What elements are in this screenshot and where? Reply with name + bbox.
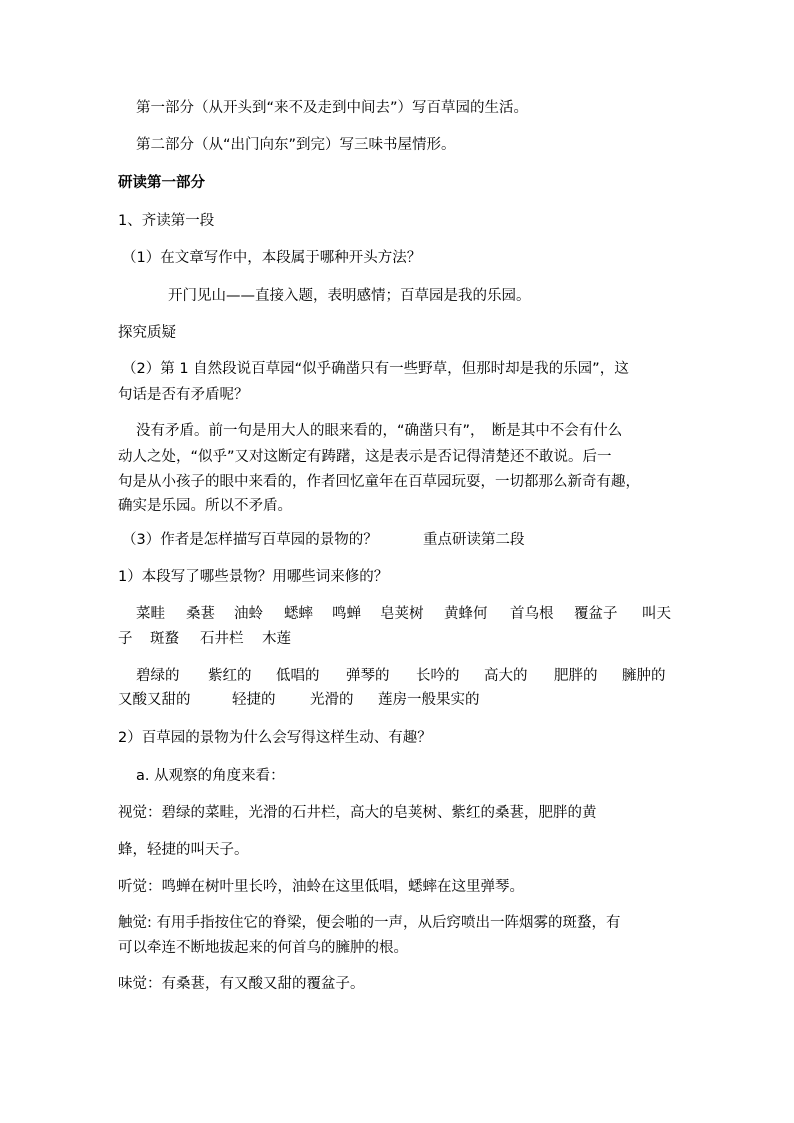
question-3-focus: 重点研读第二段 xyxy=(423,532,525,548)
modifier-item: 低唱的 xyxy=(276,668,320,684)
modifier-item: 轻捷的 xyxy=(232,692,276,708)
visual-line-1: 视觉：碧绿的菜畦，光滑的石井栏，高大的皂荚树、紫红的桑葚，肥胖的黄 xyxy=(118,805,597,821)
modifier-item: 臃肿的 xyxy=(622,668,666,684)
question-3: （3）作者是怎样描写百草园的景物的？ xyxy=(122,532,378,548)
tactile-line-2: 可以牵连不断地拔起来的何首乌的臃肿的根。 xyxy=(118,940,408,956)
part-one-summary: 第一部分（从开头到“来不及走到中间去”）写百草园的生活。 xyxy=(136,100,529,116)
modifier-item: 光滑的 xyxy=(310,692,354,708)
question-2-line-1: （2）第 1 自然段说百草园“似乎确凿只有一些野草，但那时却是我的乐园”，这 xyxy=(122,361,629,377)
scenery-item: 皂荚树 xyxy=(380,606,424,622)
scenery-list-row-2 xyxy=(118,627,688,651)
scenery-item: 叫天 xyxy=(642,606,671,622)
answer-2-line-4: 确实是乐园。所以不矛盾。 xyxy=(118,498,292,514)
answer-2-line-3: 句是从小孩子的眼中来看的，作者回忆童年在百草园玩耍，一切都那么新奇有趣， xyxy=(118,474,640,490)
modifier-list-row-2 xyxy=(118,688,688,712)
modifier-item: 高大的 xyxy=(484,668,528,684)
sub-question-2: 2）百草园的景物为什么会写得这样生动、有趣？ xyxy=(118,730,432,746)
scenery-list-row-1 xyxy=(118,602,688,626)
scenery-item: 子 xyxy=(118,631,133,647)
scenery-item: 鸣蝉 xyxy=(332,606,361,622)
answer-2-line-2: 动人之处，“似乎”又对这断定有踌躇，这是表示是否记得清楚还不敢说。后一 xyxy=(118,449,612,465)
sub-question-1: 1）本段写了哪些景物？用哪些词来修的？ xyxy=(118,569,389,585)
modifier-item: 长吟的 xyxy=(416,668,460,684)
taste-line: 味觉：有桑葚，有又酸又甜的覆盆子。 xyxy=(118,976,365,992)
scenery-item: 石井栏 xyxy=(200,631,244,647)
question-1: （1）在文章写作中，本段属于哪种开头方法？ xyxy=(122,250,422,266)
answer-1: 开门见山——直接入题，表明感情；百草园是我的乐园。 xyxy=(168,288,531,304)
scenery-item: 木莲 xyxy=(262,631,291,647)
visual-line-2: 蜂，轻捷的叫天子。 xyxy=(118,842,249,858)
part-two-summary: 第二部分（从“出门向东”到完）写三味书屋情形。 xyxy=(136,137,456,153)
scenery-item: 油蛉 xyxy=(234,606,263,622)
scenery-item: 菜畦 xyxy=(136,606,165,622)
modifier-item: 紫红的 xyxy=(208,668,252,684)
modifier-item: 又酸又甜的 xyxy=(118,692,191,708)
observation-heading: a. 从观察的角度来看： xyxy=(136,768,285,784)
modifier-list-row-1 xyxy=(118,664,688,688)
modifier-item: 弹琴的 xyxy=(346,668,390,684)
scenery-item: 覆盆子 xyxy=(574,606,618,622)
auditory-line: 听觉：鸣蝉在树叶里长吟，油蛉在这里低唱，蟋蟀在这里弹琴。 xyxy=(118,879,524,895)
tactile-line-1: 触觉: 有用手指按住它的脊梁，便会啪的一声，从后窍喷出一阵烟雾的斑蝥，有 xyxy=(118,915,621,931)
scenery-item: 黄蜂何 xyxy=(444,606,488,622)
step-heading: 1、齐读第一段 xyxy=(118,213,215,229)
modifier-item: 碧绿的 xyxy=(136,668,180,684)
scenery-item: 首乌根 xyxy=(510,606,554,622)
scenery-item: 斑蝥 xyxy=(150,631,179,647)
question-2-line-2: 句话是否有矛盾呢？ xyxy=(118,387,249,403)
modifier-item: 肥胖的 xyxy=(554,668,598,684)
scenery-item: 蟋蟀 xyxy=(284,606,313,622)
answer-2-line-1: 没有矛盾。前一句是用大人的眼来看的，“确凿只有”， 断是其中不会有什么 xyxy=(136,423,623,439)
inquiry-heading: 探究质疑 xyxy=(118,325,176,341)
modifier-item: 莲房一般果实的 xyxy=(378,692,480,708)
scenery-item: 桑葚 xyxy=(186,606,215,622)
section-heading: 研读第一部分 xyxy=(118,175,205,191)
